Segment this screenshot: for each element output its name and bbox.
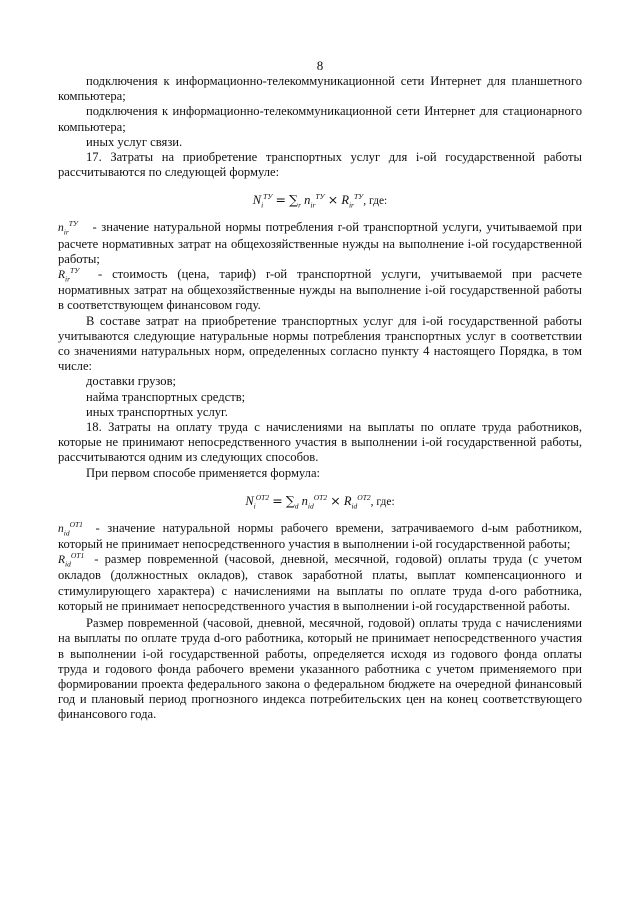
symbol-r-tu: $R_{ir}^{ТУ}$ [58, 266, 80, 284]
formula-transport-tail: , где: [363, 195, 388, 208]
document-body [58, 74, 582, 723]
formula-labor-costs: $N_i^{ОТ2} = \sum_d$ $n_{id}^{ОТ2} \times R_{id}^{ОТ2}$, где: [245, 492, 395, 511]
formula-transport-costs: $N_i^{ТУ} = \sum_r$ $n_{ir}^{ТУ} \times R_{ir}^{ТУ}$, где: [252, 192, 388, 210]
definition-transport-price: $R_{ir}^{ТУ}$ - стоимость (цена, тариф) r-ой транспортной услуги, учитываемой при расчете нормативных затрат на общехозяйственные нужды на выполнение i-ой государственной работы в соответствующем финансовом году. [58, 266, 582, 313]
formula-labor-tail: , где: [370, 495, 395, 508]
paragraph-first-method: При первом способе применяется формула: [86, 465, 321, 480]
paragraph-other-transport: иных транспортных услуг. [86, 404, 228, 419]
paragraph-other-communication: иных услуг связи. [86, 134, 183, 149]
paragraph-section-17: 17. Затраты на приобретение транспортных услуг для i-ой государственной работы рассчитываются по следующей формуле: [58, 150, 582, 180]
symbol-r-ot: $R_{id}^{ОТ1}$ [58, 551, 85, 569]
paragraph-cargo-delivery: доставки грузов; [86, 374, 177, 389]
paragraph-desktop-internet: подключения к информационно-телекоммуникационной сети Интернет для стационарного компьютера; [58, 104, 582, 134]
symbol-n-tu: $n_{ir}^{ТУ}$ [58, 219, 78, 237]
paragraph-pay-rate-calculation: Размер повременной (часовой, дневной, месячной, годовой) оплаты труда с начислениями на выплаты по оплате труда d-ого работника, который не принимает непосредственного участия в выполнении i-ой государственной работы, определяется исходя из годового фонда оплаты труда и годового фонда рабочего времени указанного работника с учетом применяемого при формировании проекта федерального закона о федеральном бюджете на очередной финансовый год и плановый период прогнозного индекса потребительских цен на конец соответствующего финансового года. [58, 616, 582, 722]
definition-pay-rate: $R_{id}^{ОТ1}$ - размер повременной (часовой, дневной, месячной, годовой) оплаты труда (с учетом окладов (должностных окладов), ставок заработной платы, выплат компенсационного и стимулирующего характера) с начислениями на выплаты по оплате труда d-ого работника, который не принимает непосредственного участия в выполнении i-ой государственной работы. [58, 551, 582, 613]
paragraph-section-18: 18. Затраты на оплату труда с начислениями на выплаты по оплате труда работников, которые не принимают непосредственного участия в выполнении i-ой государственной работы, рассчитываются одним из следующих способов. [58, 420, 582, 465]
definition-work-time-norm: $n_{id}^{ОТ1}$ - значение натуральной нормы рабочего времени, затрачиваемого d-ым работником, который не принимает непосредственного участия в выполнении i-ой государственной работы; [58, 520, 582, 552]
paragraph-vehicle-hire: найма транспортных средств; [86, 389, 246, 404]
page-number: 8 [316, 58, 324, 73]
paragraph-transport-norms: В составе затрат на приобретение транспортных услуг для i-ой государственной работы учитываются следующие натуральные нормы потребления транспортных услуг в соответствии со значениями натуральных норм, определенных согласно пункту 4 настоящего Порядка, в том числе: [58, 313, 582, 374]
symbol-n-ot: $n_{id}^{ОТ1}$ [58, 520, 83, 538]
paragraph-tablet-internet: подключения к информационно-телекоммуникационной сети Интернет для планшетного компьютера; [58, 74, 582, 104]
definition-transport-norm: $n_{ir}^{ТУ}$ - значение натуральной нормы потребления r-ой транспортной услуги, учитываемой при расчете нормативных затрат на общехозяйственные нужды на выполнение i-ой государственной работы; [58, 219, 582, 266]
